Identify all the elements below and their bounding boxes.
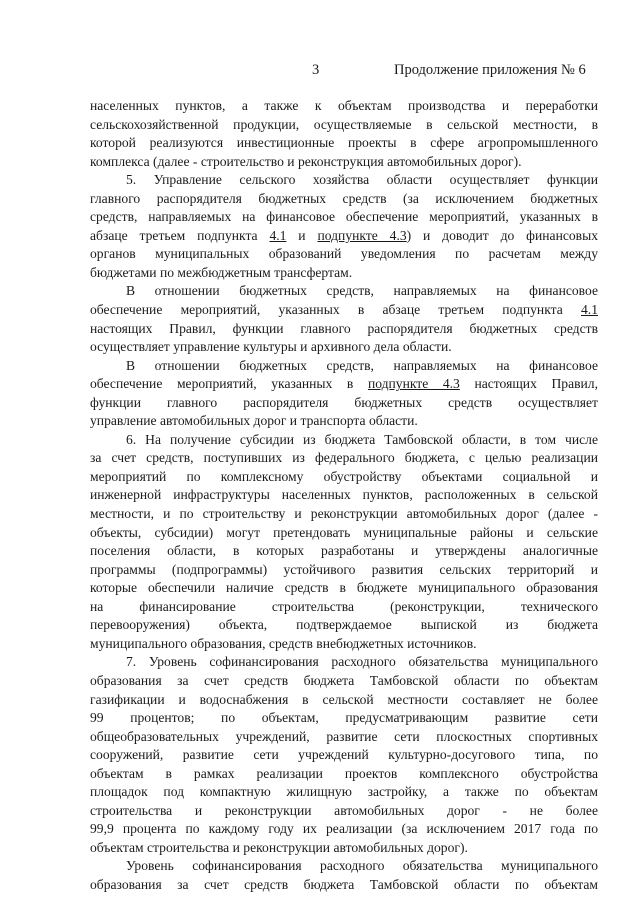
document-body <box>90 97 598 895</box>
text-line: образования за счет средств бюджета Тамбовской области по объектам <box>90 672 598 688</box>
text-line: обеспечение мероприятий, указанных в абзаце третьем подпункта 4.1 <box>90 302 598 318</box>
text-line: 6. На получение субсидии из бюджета Тамбовской области, в том числе <box>126 431 598 447</box>
text-line: на финансирование строительства (реконструкции, технического <box>90 598 598 614</box>
text-line: за счет средств, поступивших из федерального бюджета, с целью реализации <box>90 450 598 466</box>
text-line: инженерной инфраструктуры населенных пунктов, расположенных в сельской <box>90 487 598 503</box>
page-number: 3 <box>312 62 320 78</box>
header-title: Продолжение приложения № 6 <box>394 62 586 78</box>
text-line: программы (подпрограммы) устойчивого развития сельских территорий и <box>90 561 598 577</box>
text-line: образования за счет средств бюджета Тамбовской области по объектам <box>90 876 598 892</box>
text-line: бюджетами по межбюджетным трансфертам. <box>90 264 353 280</box>
text-line: 7. Уровень софинансирования расходного обязательства муниципального <box>126 654 598 670</box>
text-line: главного распорядителя бюджетных средств (за исключением бюджетных <box>90 190 598 206</box>
text-line: В отношении бюджетных средств, направляемых на финансовое <box>126 283 598 299</box>
text-line: комплекса (далее - строительство и реконструкция автомобильных дорог). <box>90 153 522 169</box>
page-header <box>0 62 640 82</box>
text-line: объектам строительства и реконструкции автомобильных дорог). <box>90 839 468 855</box>
text-line: сооружений, развитие сети учреждений культурно-досугового типа, по <box>90 747 598 763</box>
text-line: Уровень софинансирования расходного обязательства муниципального <box>126 858 598 874</box>
text-line: местности, и по строительству и реконструкции автомобильных дорог (далее - <box>90 506 598 522</box>
text-line: объектам в рамках реализации проектов комплексного обустройства <box>90 765 598 781</box>
text-line: сельскохозяйственной продукции, осуществляемые в сельской местности, в <box>90 116 598 132</box>
text-line: органов муниципальных образований уведомления по расчетам между <box>90 246 598 262</box>
text-line: 5. Управление сельского хозяйства области осуществляет функции <box>126 172 598 188</box>
text-line: перевооружения) объекта, подтверждаемое выпиской из бюджета <box>90 617 598 633</box>
text-line: настоящих Правил, функции главного распорядителя бюджетных средств <box>90 320 598 336</box>
text-line: газификации и водоснабжения в сельской местности составляет не более <box>90 691 598 707</box>
text-line: В отношении бюджетных средств, направляемых на финансовое <box>126 357 598 373</box>
text-line: которые обеспечили наличие средств в бюджете муниципального образования <box>90 580 598 596</box>
text-line: абзаце третьем подпункта 4.1 и подпункте 4.3) и доводит до финансовых <box>90 227 598 243</box>
text-line: поселения области, в которых разработаны и утверждены аналогичные <box>90 543 598 559</box>
text-line: средств, направляемых на финансовое обеспечение мероприятий, указанных в <box>90 209 598 225</box>
text-line: населенных пунктов, а также к объектам производства и переработки <box>90 98 598 113</box>
text-line: 99 процентов; по объектам, предусматривающим развитие сети <box>90 710 598 726</box>
text-line: которой реализуются инвестиционные проекты в сфере агропромышленного <box>90 135 598 151</box>
text-line: строительства и реконструкции автомобильных дорог - не более <box>90 802 598 818</box>
text-line: муниципального образования, средств внебюджетных источников. <box>90 635 477 651</box>
text-line: площадок под компактную жилищную застройку, а также по объектам <box>90 784 598 800</box>
text-line: общеобразовательных учреждений, развитие сети плоскостных спортивных <box>90 728 598 744</box>
text-line: мероприятий по комплексному обустройству объектами социальной и <box>90 468 598 484</box>
text-line: управление автомобильных дорог и транспорта области. <box>90 413 418 429</box>
text-line: обеспечение мероприятий, указанных в подпункте 4.3 настоящих Правил, <box>90 376 598 392</box>
text-line: осуществляет управление культуры и архивного дела области. <box>90 339 452 355</box>
text-line: функции главного распорядителя бюджетных средств осуществляет <box>90 394 598 410</box>
text-line: объекты, субсидии) могут претендовать муниципальные районы и сельские <box>90 524 598 540</box>
text-line: 99,9 процента по каждому году их реализации (за исключением 2017 года по <box>90 821 598 837</box>
